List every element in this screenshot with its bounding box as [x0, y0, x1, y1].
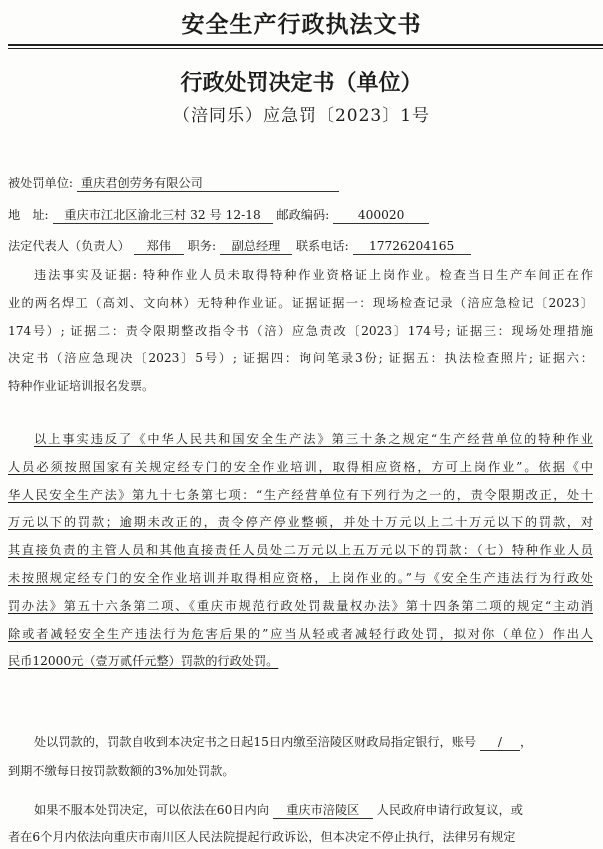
- legal-basis-paragraph: [8, 426, 593, 676]
- header-title: 安全生产行政执法文书: [181, 12, 422, 38]
- header-rule-thick: [8, 44, 603, 46]
- legal-basis-line: 罚办法》第五十六条第二项、《重庆市规范行政处罚裁量权办法》第十四条第二项的规定“主动消: [8, 598, 593, 613]
- appeal-prefix: 如果不服本处罚决定，可以依法在60日内向: [34, 803, 269, 817]
- facts-line: 决定书（涪应急现决〔2023〕5号）; 证据四：询问笔录3份; 证据五：执法检查照片; 证据六：: [8, 351, 593, 366]
- address-value: 重庆市江北区渝北三村 32 号 12-18: [53, 208, 273, 224]
- payment-line-1: [8, 733, 532, 751]
- facts-line: 174号）; 证据二：责令限期整改指令书（涪）应急责改〔2023〕174号; 证据三：现场处理措施: [8, 323, 593, 338]
- representative-label: 法定代表人（负责人）: [8, 239, 130, 253]
- header-rule-thin: [8, 48, 603, 49]
- appeal-line2-suffix: 人民法院提起行政诉讼，但本决定不停止执行，法律另有规定: [186, 830, 516, 844]
- payment-line-2: 到期不缴每日按罚款数额的3%加处罚款。: [8, 764, 235, 778]
- legal-basis-line: 万元以下的罚款；逾期未改正的，责令停产停业整顿，并处十万元以上二十万元以下的罚款，对: [8, 515, 593, 530]
- representative-value: 郑伟: [134, 239, 184, 255]
- payment-bank: 涪陵区财政局指定银行: [317, 735, 440, 749]
- legal-basis-line: 未按照规定经专门的安全作业培训并取得相应资格，上岗作业的。”与《安全生产违法行为行政处: [8, 570, 593, 585]
- postcode-value: 400020: [333, 208, 429, 224]
- facts-line: 违法事实及证据: 特种作业人员未取得特种作业资格证上岗作业。检查当日生产车间正在作: [34, 268, 593, 282]
- payment-account-label: ，账号: [439, 735, 477, 749]
- party-row: [8, 174, 339, 192]
- payment-account-value: /: [480, 735, 520, 751]
- facts-line: 特种作业证培训报名发票。: [8, 379, 155, 394]
- phone-value: 17726204165: [353, 239, 471, 255]
- position-label: 职务:: [187, 239, 217, 253]
- legal-basis-line: 人员必须按照国家有关规定经专门的安全作业培训，取得相应资格，方可上岗作业”。依据《中: [8, 459, 593, 474]
- position-value: 副总经理: [220, 239, 292, 255]
- party-label: 被处罚单位:: [8, 176, 74, 190]
- representative-row: [8, 237, 471, 255]
- appeal-line-2: [8, 828, 515, 845]
- address-row: [8, 206, 429, 224]
- postcode-label: 邮政编码:: [276, 208, 330, 222]
- legal-basis-line: 以上事实违反了《中华人民共和国安全生产法》第三十条之规定“生产经营单位的特种作业: [34, 432, 593, 446]
- legal-basis-line: 华人民安全生产法》第九十七条第七项：“生产经营单位有下列行为之一的，责令限期改正，处十: [8, 487, 593, 502]
- appeal-court: 重庆市南川区: [113, 830, 187, 844]
- party-value: 重庆君创劳务有限公司: [77, 176, 339, 192]
- document-title: 行政处罚决定书（单位）: [180, 71, 423, 96]
- legal-basis-line: 其直接负责的主管人员和其他直接责任人员处二万元以上五万元以下的罚款：（七）特种作业人员: [8, 543, 593, 558]
- appeal-line2-prefix: 者在6个月内依法向: [8, 830, 114, 844]
- facts-paragraph: [8, 262, 593, 401]
- phone-label: 联系电话:: [295, 239, 349, 253]
- payment-prefix: 处以罚款的，罚款自收到本决定书之日起15日内缴至: [34, 735, 318, 749]
- appeal-suffix: 人民政府申请行政复议，或: [376, 803, 523, 817]
- legal-basis-line: 除或者减轻安全生产违法行为危害后果的”应当从轻或者减轻行政处罚，拟对你（单位）作出人: [8, 626, 593, 641]
- address-label: 地 址:: [8, 208, 49, 222]
- legal-basis-line: 民币12000元（壹万贰仟元整）罚款的行政处罚。: [8, 654, 279, 669]
- appeal-government: 重庆市涪陵区: [273, 803, 373, 819]
- document-number: （涪同乐）应急罚〔2023〕1号: [172, 106, 431, 126]
- appeal-line-1: [8, 801, 523, 819]
- payment-suffix: ，: [519, 735, 533, 749]
- facts-line: 业的两名焊工（高刘、文向林）无特种作业证。证据证据一：现场检查记录（涪应急检记〔2023〕: [8, 295, 593, 310]
